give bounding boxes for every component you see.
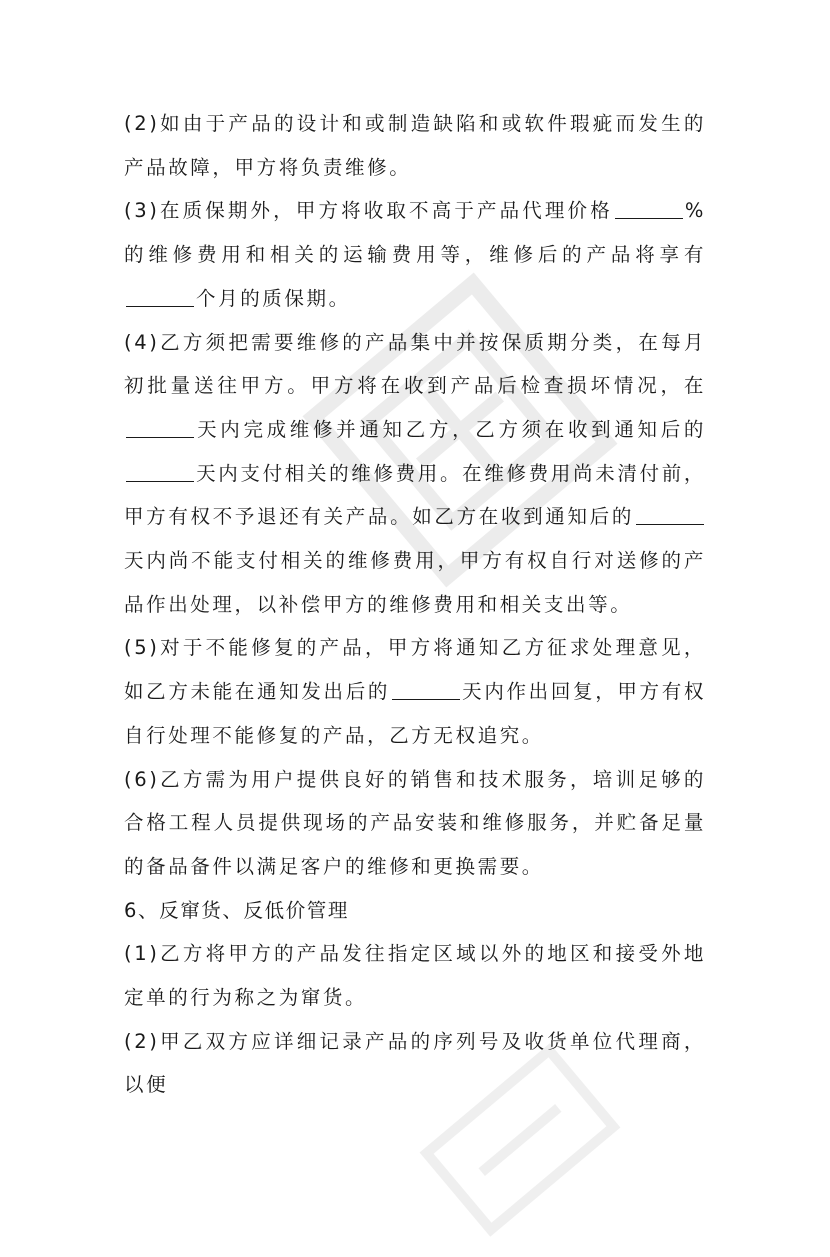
- fill-in-blank[interactable]: [615, 198, 683, 219]
- fill-in-blank[interactable]: [126, 286, 194, 307]
- fill-in-blank[interactable]: [636, 504, 704, 525]
- document-body: [124, 102, 706, 1107]
- fill-in-blank[interactable]: [392, 679, 460, 700]
- fill-in-blank[interactable]: [126, 417, 194, 438]
- paragraph-clause-6: (6)乙方需为用户提供良好的销售和技术服务，培训足够的合格工程人员提供现场的产品安装和维修服务，并贮备足量的备品备件以满足客户的维修和更换需要。: [124, 767, 706, 878]
- section-heading: 6、反窜货、反低价管理: [124, 898, 350, 922]
- paragraph-clause-2: (2)如由于产品的设计和或制造缺陷和或软件瑕疵而发生的产品故障，甲方将负责维修。: [124, 112, 706, 179]
- fill-in-blank[interactable]: [126, 461, 194, 482]
- paragraph-clause-3: (3)在质保期外，甲方将收取不高于产品代理价格 %的维修费用和相关的运输费用等，维修后的产品将享有个月的质保期。: [124, 199, 706, 310]
- paragraph-clause-5: (5)对于不能修复的产品，甲方将通知乙方征求处理意见，如乙方未能在通知发出后的 天内作出回复，甲方有权自行处理不能修复的产品，乙方无权追究。: [124, 636, 707, 747]
- paragraph-section-clause-1: (1)乙方将甲方的产品发往指定区域以外的地区和接受外地定单的行为称之为窜货。: [124, 942, 706, 1010]
- paragraph-section-clause-2: (2)甲乙双方应详细记录产品的序列号及收货单位代理商，以便: [124, 1029, 706, 1097]
- paragraph-clause-4: (4)乙方须把需要维修的产品集中并按保质期分类，在每月初批量送往甲方。甲方将在收到产品后检查损坏情况，在天内完成维修并通知乙方，乙方须在收到通知后的天内支付相关的维修费用。在维修费用尚未清付前，甲方有权不予退还有关产品。如乙方在收到通知后的天内尚不能支付相关的维修费用，甲方有权自行对送修的产品作出处理，以补偿甲方的维修费用和相关支出等。: [124, 330, 706, 616]
